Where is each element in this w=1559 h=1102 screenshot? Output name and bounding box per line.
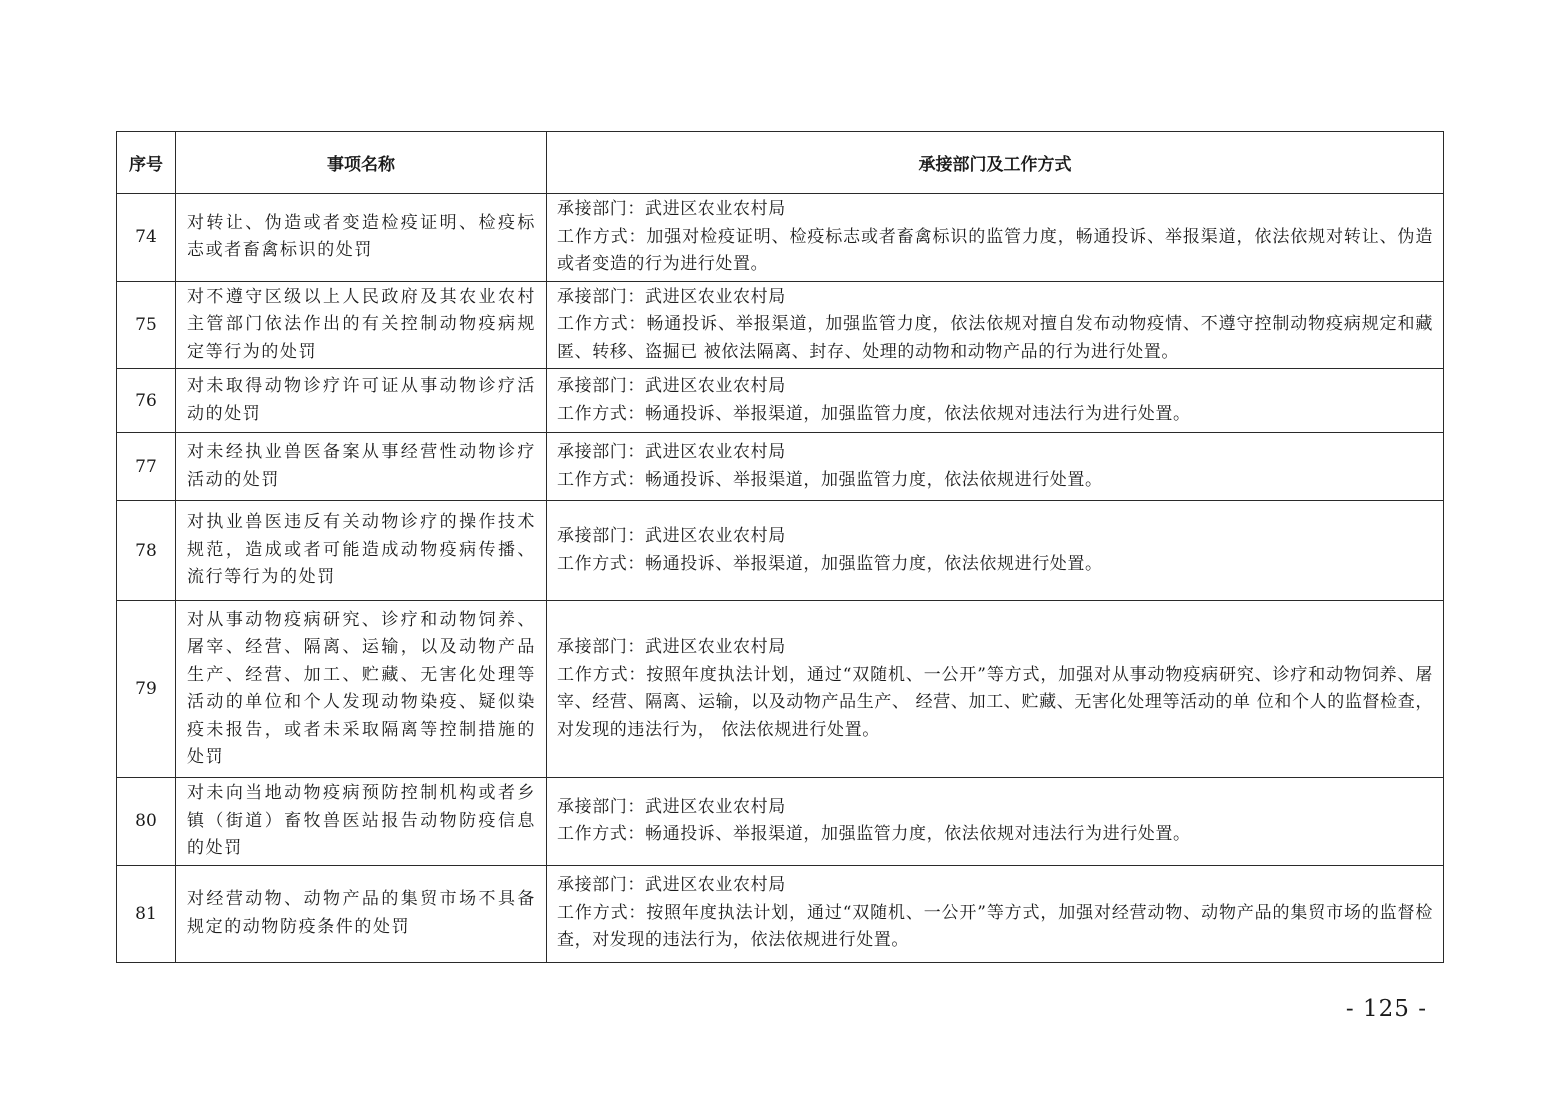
page-number: - 125 -	[1345, 996, 1427, 1022]
item-name: 对不遵守区级以上人民政府及其农业农村主管部门依法作出的有关控制动物疫病规定等行为的处罚	[176, 281, 547, 369]
department-and-method	[547, 601, 1444, 778]
department-and-method	[547, 281, 1444, 369]
department-line: 承接部门：武进区农业农村局	[557, 796, 786, 817]
item-name: 对未向当地动物疫病预防控制机构或者乡镇（街道）畜牧兽医站报告动物防疫信息的处罚	[176, 778, 547, 866]
method-line: 工作方式：畅通投诉、举报渠道，加强监管力度，依法依规对擅自发布动物疫情、不遵守控制动物疫病规定和藏匿、转移、盗掘已 被依法隔离、封存、处理的动物和动物产品的行为进行处置。	[557, 314, 1433, 362]
department-line: 承接部门：武进区农业农村局	[557, 637, 786, 657]
table-row	[117, 194, 1444, 282]
table-header-row	[117, 132, 1444, 194]
table-row	[117, 501, 1444, 601]
table-row	[117, 778, 1444, 866]
department-line: 承接部门：武进区农业农村局	[557, 376, 786, 396]
department-and-method	[547, 369, 1444, 433]
item-name: 对经营动物、动物产品的集贸市场不具备规定的动物防疫条件的处罚	[176, 865, 547, 962]
serial-number: 75	[117, 281, 176, 369]
method-line: 工作方式：畅通投诉、举报渠道，加强监管力度，依法依规对违法行为进行处置。	[557, 403, 1191, 424]
item-name: 对未经执业兽医备案从事经营性动物诊疗活动的处罚	[176, 433, 547, 501]
method-line: 工作方式：畅通投诉、举报渠道，加强监管力度，依法依规进行处置。	[557, 469, 1103, 490]
department-line: 承接部门：武进区农业农村局	[557, 875, 786, 896]
department-and-method	[547, 865, 1444, 962]
item-name: 对未取得动物诊疗许可证从事动物诊疗活动的处罚	[176, 369, 547, 433]
item-name: 对转让、伪造或者变造检疫证明、检疫标志或者畜禽标识的处罚	[176, 194, 547, 282]
department-line: 承接部门：武进区农业农村局	[557, 442, 786, 462]
method-line: 工作方式：畅通投诉、举报渠道，加强监管力度，依法依规进行处置。	[557, 553, 1103, 574]
serial-number: 76	[117, 369, 176, 433]
serial-number: 80	[117, 778, 176, 866]
method-line: 工作方式：按照年度执法计划，通过“双随机、一公开”等方式，加强对从事动物疫病研究、诊疗和动物饲养、屠宰、经营、隔离、运输，以及动物产品生产、 经营、加工、贮藏、无害化处理等活动的单 位和个人的监督检查，对发现的违法行为， 依法依规进行处置。	[557, 664, 1433, 740]
department-line: 承接部门：武进区农业农村局	[557, 199, 786, 219]
table-row	[117, 281, 1444, 369]
method-line: 工作方式：加强对检疫证明、检疫标志或者畜禽标识的监管力度，畅通投诉、举报渠道，依法依规对转让、伪造或者变造的行为进行处置。	[557, 226, 1433, 274]
serial-number: 79	[117, 601, 176, 778]
department-line: 承接部门：武进区农业农村局	[557, 526, 786, 546]
department-and-method	[547, 501, 1444, 601]
department-line: 承接部门：武进区农业农村局	[557, 286, 786, 307]
table-row	[117, 433, 1444, 501]
header-department-and-method: 承接部门及工作方式	[547, 132, 1444, 194]
table-row	[117, 865, 1444, 962]
serial-number: 77	[117, 433, 176, 501]
table-row	[117, 601, 1444, 778]
item-name: 对执业兽医违反有关动物诊疗的操作技术规范，造成或者可能造成动物疫病传播、流行等行为的处罚	[176, 501, 547, 601]
serial-number: 81	[117, 865, 176, 962]
serial-number: 78	[117, 501, 176, 601]
department-and-method	[547, 194, 1444, 282]
table-row	[117, 369, 1444, 433]
department-and-method	[547, 433, 1444, 501]
serial-number: 74	[117, 194, 176, 282]
header-item-name: 事项名称	[176, 132, 547, 194]
matters-table	[116, 131, 1444, 963]
header-serial-number: 序号	[117, 132, 176, 194]
department-and-method	[547, 778, 1444, 866]
method-line: 工作方式：按照年度执法计划，通过“双随机、一公开”等方式，加强对经营动物、动物产品的集贸市场的监督检查，对发现的违法行为，依法依规进行处置。	[557, 902, 1433, 951]
method-line: 工作方式：畅通投诉、举报渠道，加强监管力度，依法依规对违法行为进行处置。	[557, 824, 1191, 845]
item-name: 对从事动物疫病研究、诊疗和动物饲养、屠宰、经营、隔离、运输，以及动物产品生产、经营、加工、贮藏、无害化处理等活动的单位和个人发现动物染疫、疑似染疫未报告，或者未采取隔离等控制措施的处罚	[176, 601, 547, 778]
